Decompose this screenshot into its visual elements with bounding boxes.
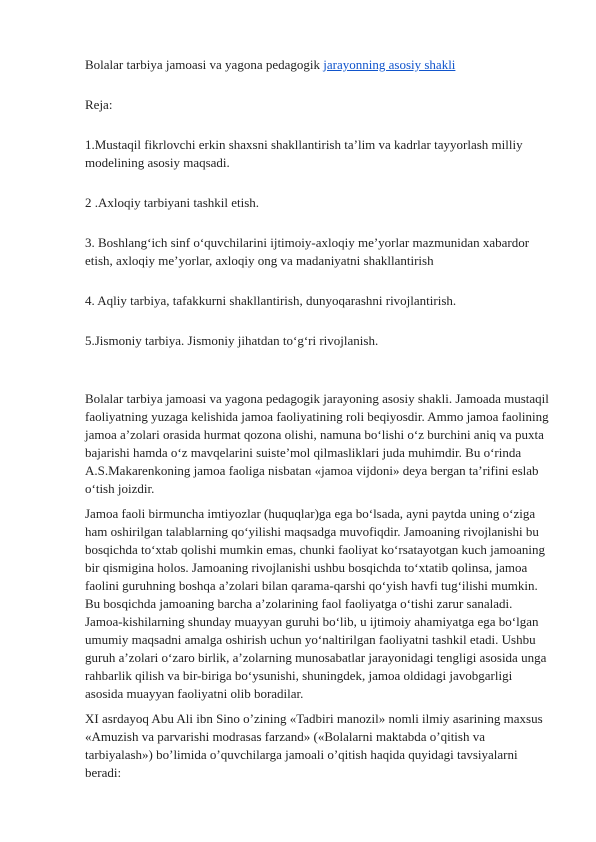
plan-item-2: 2 .Axloqiy tarbiyani tashkil etish. bbox=[85, 195, 260, 210]
plan-item-4: 4. Aqliy tarbiya, tafakkurni shakllantirish, dunyoqarashni rivojlantirish. bbox=[85, 293, 457, 308]
document-title bbox=[85, 56, 553, 74]
document-page bbox=[85, 56, 553, 789]
plan-item-3: 3. Boshlangʻich sinf oʻquvchilarini ijtimoiy-axloqiy me’yorlar mazmunidan xabardor etish, axloqiy me’yorlar, axloqiy ong va madaniyatni shakllantirish bbox=[85, 235, 530, 268]
title-link[interactable]: jarayonning asosiy shakli bbox=[323, 57, 456, 72]
title-text: Bolalar tarbiya jamoasi va yagona pedagogik bbox=[85, 57, 324, 72]
body-paragraph-2: Jamoa faoli birmuncha imtiyozlar (huquqlar)ga ega boʻlsada, ayni paytda uning oʻziga ham oshirilgan talablarning qoʻyilishi maqsadga muvofiqdir. Jamoaning rivojlanishi bu bosqichda toʻxtab qolishi mumkin emas, chunki faoliyat koʻrsatayotgan kuch jamoaning bir qismigina holos. Jamoaning rivojlanishi ushbu bosqichda toʻxtatib qolinsa, jamoa faolini guruhning boshqa a’zolari bilan qarama-qarshi qoʻyish havfi tugʻilishi mumkin. Bu bosqichda jamoaning barcha a’zolarining faol faoliyatga oʻtishi zarur sanaladi. Jamoa-kishilarning shunday muayyan guruhi boʻlib, u ijtimoiy ahamiyatga ega boʻlgan umumiy maqsadni amalga oshirish uchun yoʻnaltirilgan faoliyatni tashkil etadi. Ushbu guruh a’zolari oʻzaro birlik, a’zolarning munosabatlar jarayonidagi tengligi asosida unga rahbarlik qilish va bir-biriga boʻysunishi, shuningdek, jamoa oldidagi javobgarligi asosida muayyan faoliyatni olib boradilar. bbox=[85, 506, 547, 701]
body-paragraph-1: Bolalar tarbiya jamoasi va yagona pedagogik jarayoning asosiy shakli. Jamoada mustaqil faoliyatning yuzaga kelishida jamoa faoliyatining roli beqiyosdir. Ammo jamoa faolining jamoa a’zolari orasida hurmat qozona olishi, namuna boʻlishi oʻz burchini aniq va puxta bajarishi hamda oʻz mavqelarini suiste’mol qilmasliklari juda muhimdir. Bu oʻrinda A.S.Makarenkoning jamoa faoliga nisbatan «jamoa vijdoni» deya bergan ta’rifini eslab oʻtish joizdir. bbox=[85, 391, 549, 496]
plan-item-1: 1.Mustaqil fikrlovchi erkin shaxsni shakllantirish ta’lim va kadrlar tayyorlash milliy modelining asosiy maqsadi. bbox=[85, 137, 523, 170]
body-paragraph-3: XI asrdayoq Abu Ali ibn Sino o’zining «Tadbiri manozil» nomli ilmiy asarining maxsus «Amuzish va parvarishi modrasas farzand» («Bolalarni maktabda o’qitish va tarbiyalash») bo’limida o’quvchilarga jamoali o’qitish haqida quyidagi tavsiyalarni beradi: bbox=[85, 711, 543, 780]
plan-item-5: 5.Jismoniy tarbiya. Jismoniy jihatdan toʻgʻri rivojlanish. bbox=[85, 333, 379, 348]
plan-heading: Reja: bbox=[85, 97, 113, 112]
